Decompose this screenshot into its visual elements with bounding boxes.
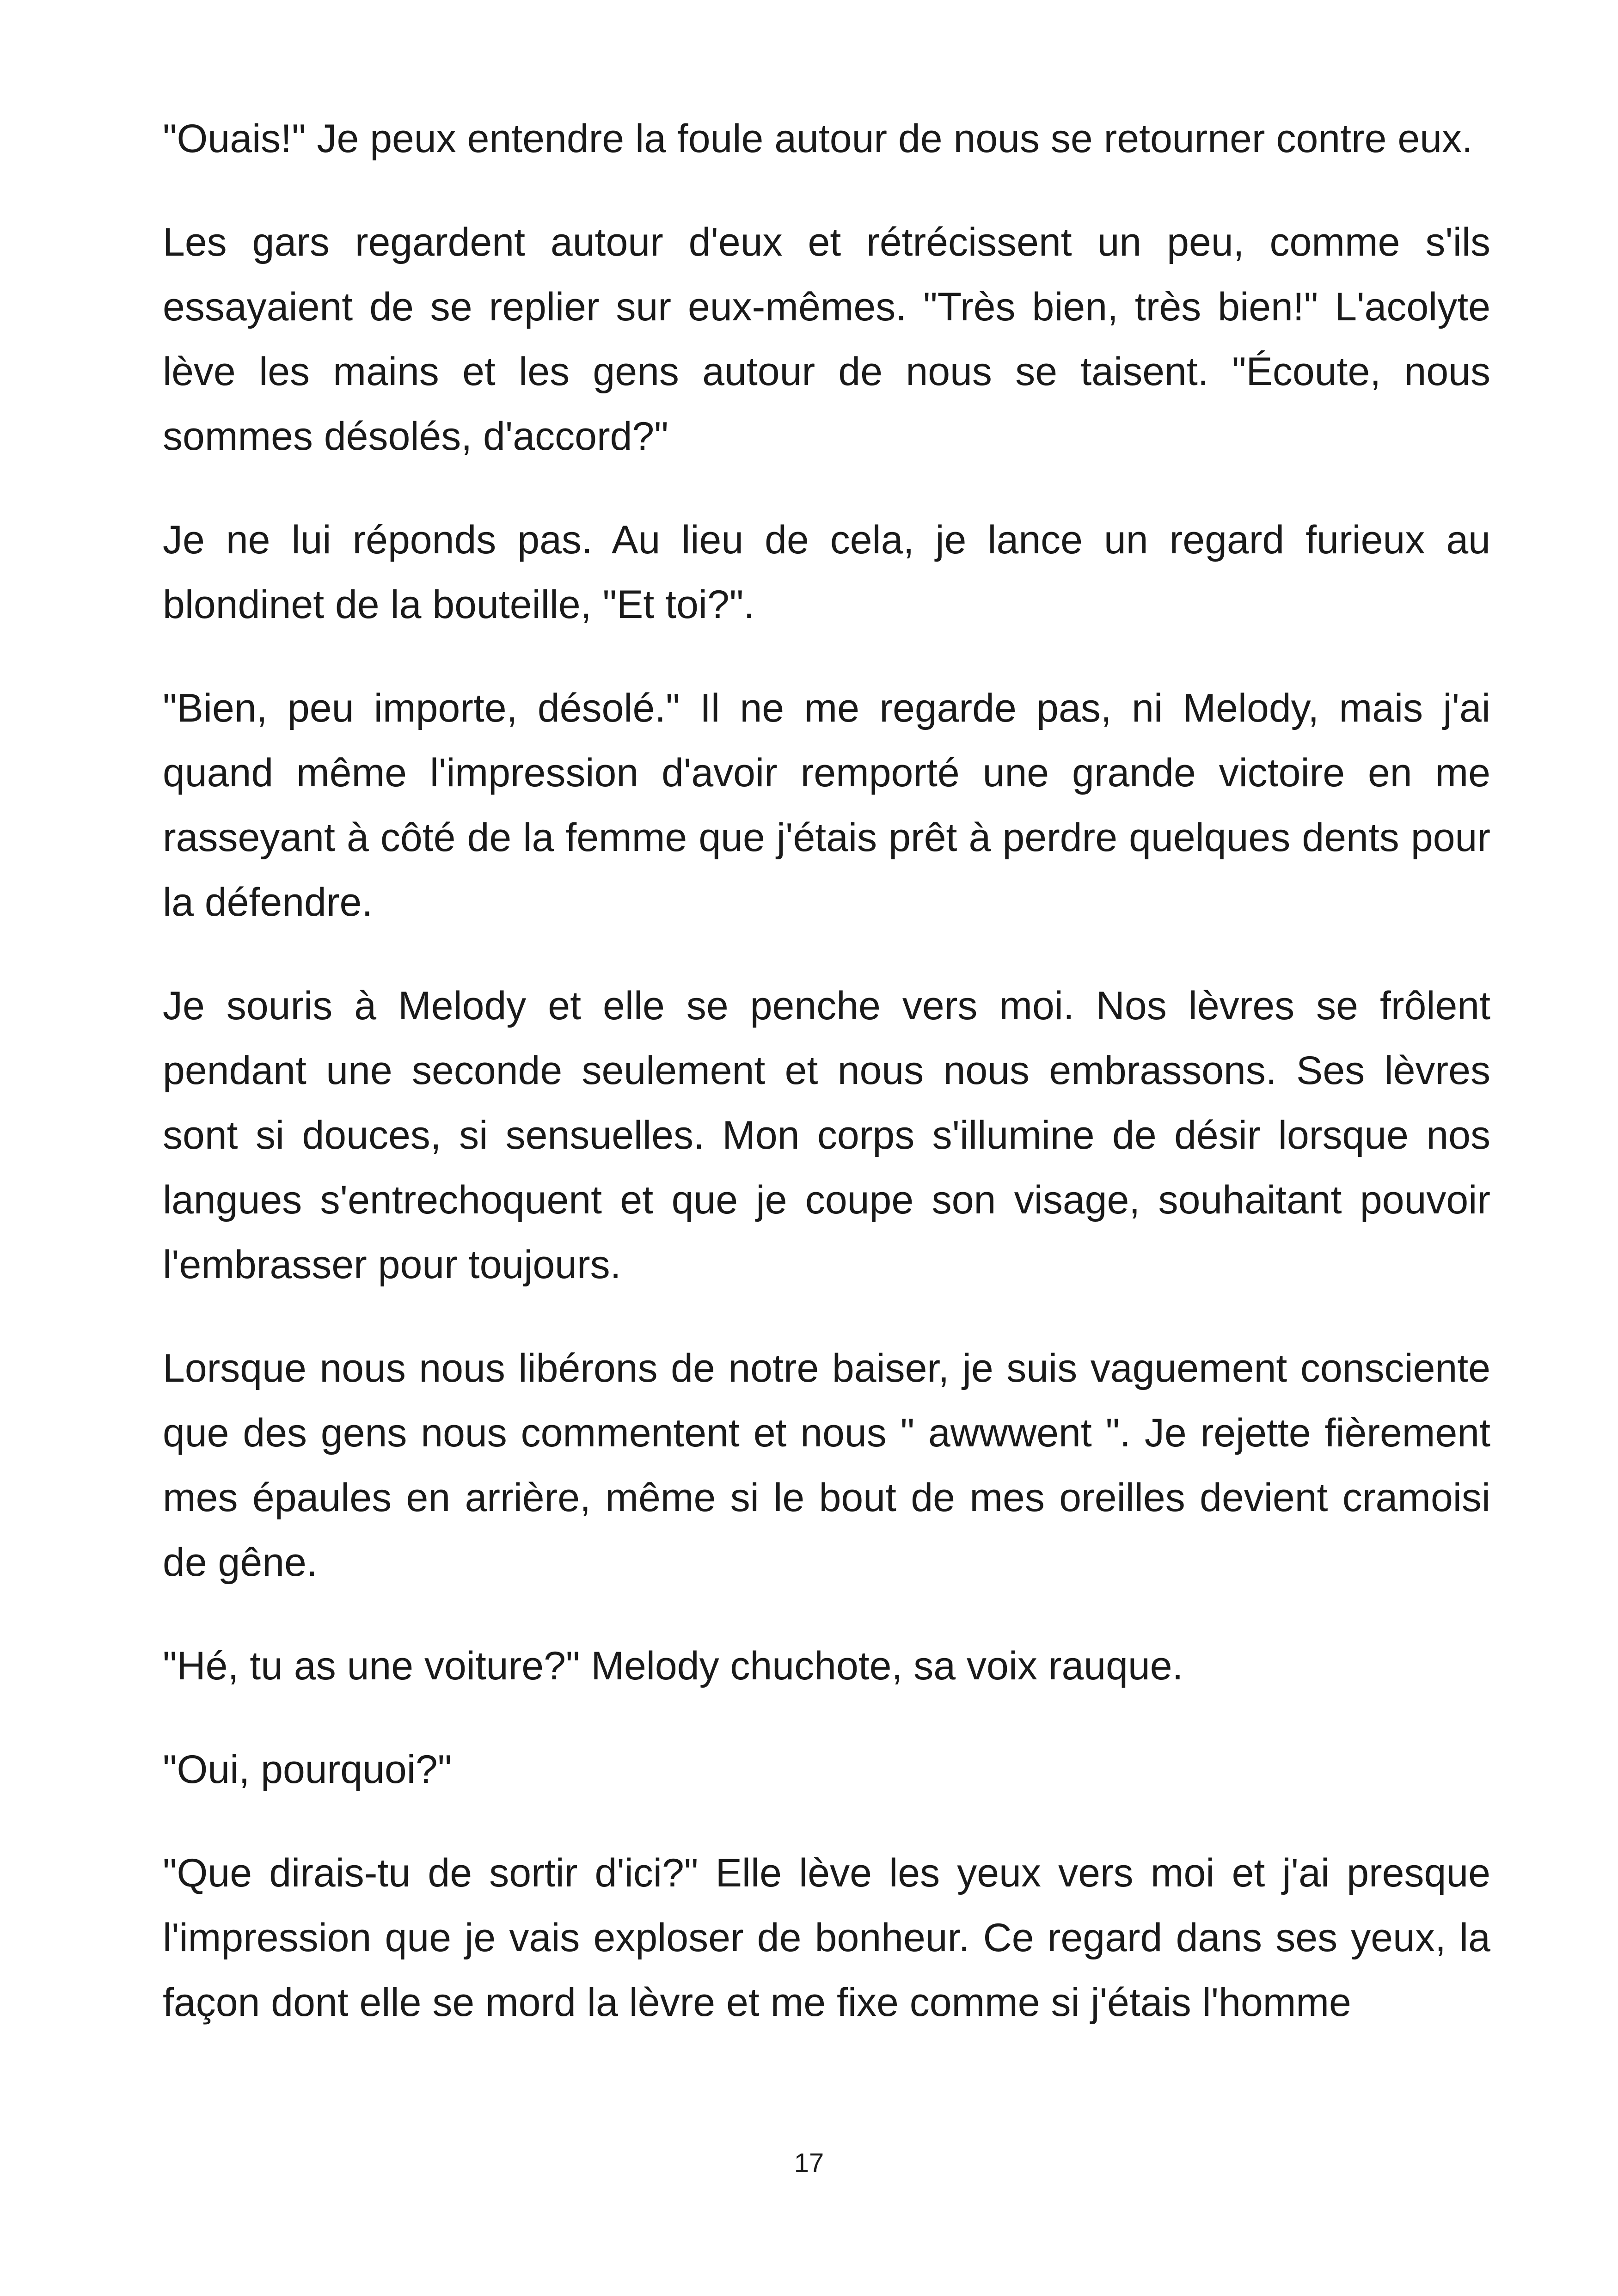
paragraph-3: Je ne lui réponds pas. Au lieu de cela, je lance un regard furieux au blondinet de la bouteille, "Et toi?". [163,518,1490,627]
paragraph-2: Les gars regardent autour d'eux et rétrécissent un peu, comme s'ils essayaient de se replier sur eux-mêmes. "Très bien, très bien!" L'acolyte lève les mains et les gens autour de nous se taisent. "Écoute, nous sommes désolés, d'accord?" [163,220,1490,459]
paragraph-8: "Oui, pourquoi?" [163,1747,452,1792]
paragraph-6: Lorsque nous nous libérons de notre baiser, je suis vaguement consciente que des gens nous commentent et nous " awwwent ". Je rejette fièrement mes épaules en arrière, même si le bout de mes oreilles devient cramoisi de gêne. [163,1346,1490,1585]
paragraph-5: Je souris à Melody et elle se penche vers moi. Nos lèvres se frôlent pendant une seconde seulement et nous nous embrassons. Ses lèvres sont si douces, si sensuelles. Mon corps s'illumine de désir lorsque nos langues s'entrechoquent et que je coupe son visage, souhaitant pouvoir l'embrasser pour toujours. [163,984,1490,1287]
paragraph-9: "Que dirais-tu de sortir d'ici?" Elle lève les yeux vers moi et j'ai presque l'impression que je vais exploser de bonheur. Ce regard dans ses yeux, la façon dont elle se mord la lèvre et me fixe comme si j'étais l'homme [163,1851,1490,2025]
paragraph-7: "Hé, tu as une voiture?" Melody chuchote, sa voix rauque. [163,1644,1183,1688]
paragraph-4: "Bien, peu importe, désolé." Il ne me regarde pas, ni Melody, mais j'ai quand même l'impression d'avoir remporté une grande victoire en me rasseyant à côté de la femme que j'étais prêt à perdre quelques dents pour la défendre. [163,686,1490,925]
body-text [163,106,1490,2035]
page-number: 17 [794,2148,824,2178]
paragraph-1: "Ouais!" Je peux entendre la foule autour de nous se retourner contre eux. [163,116,1473,161]
